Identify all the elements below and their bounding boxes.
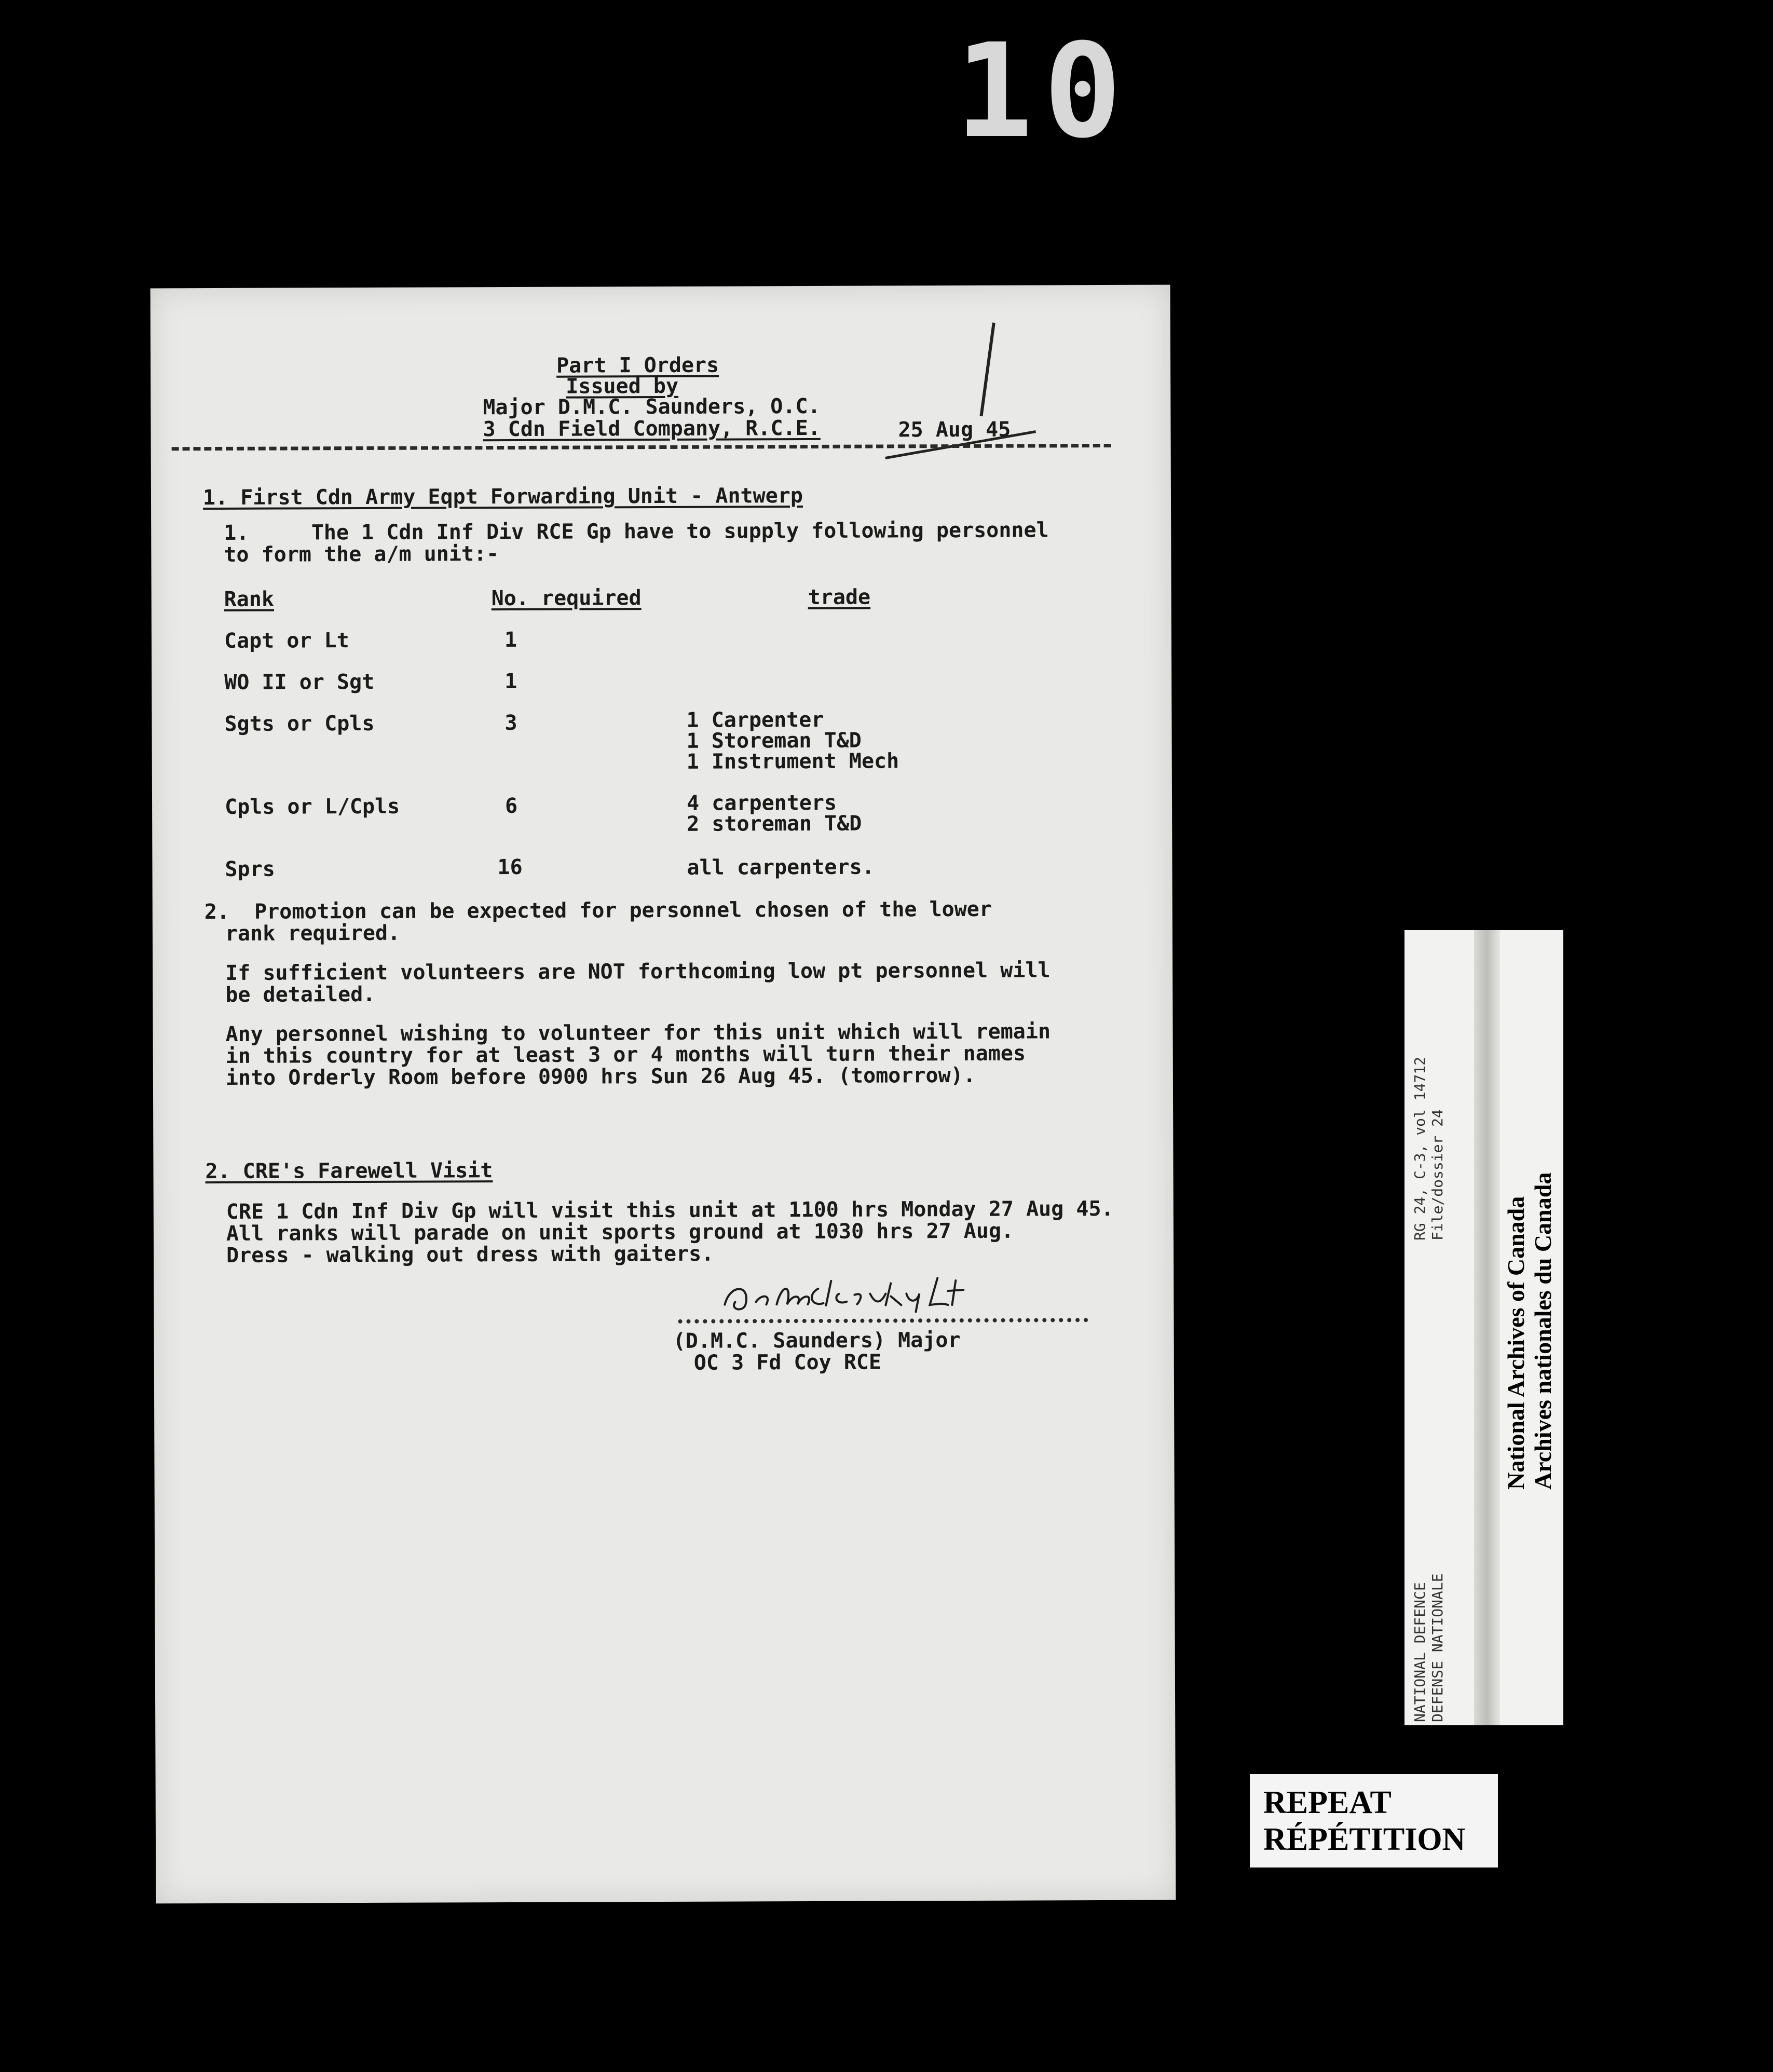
orders-title: Part I Orders (556, 353, 719, 378)
section2-line2: All ranks will parade on unit sports ground at 1030 hrs 27 Aug. (226, 1219, 1014, 1246)
signatory-name: (D.M.C. Saunders) Major (673, 1328, 961, 1353)
order-date: 25 Aug 45 (898, 417, 1011, 442)
unit-name: 3 Cdn Field Company, R.C.E. (483, 416, 821, 442)
archive-dept-line1: NATIONAL DEFENCE (1411, 1582, 1428, 1722)
section1-para4-line3: into Orderly Room before 0900 hrs Sun 26 Aug 45. (tomorrow). (225, 1063, 976, 1090)
stamp-line1: REPEAT (1263, 1785, 1392, 1820)
table-row-rank: Capt or Lt (224, 629, 349, 653)
section1-para4-line2: in this country for at least 3 or 4 months will turn their names (225, 1041, 1026, 1068)
section1-para3-line1: If sufficient volunteers are NOT forthcoming low pt personnel will (225, 958, 1051, 985)
table-row-number: 3 (504, 711, 517, 735)
signature-line (678, 1318, 1088, 1324)
table-row-trade: 1 Storeman T&D (686, 728, 862, 753)
section2-line1: CRE 1 Cdn Inf Div Gp will visit this unit at 1100 hrs Monday 27 Aug 45. (226, 1196, 1114, 1224)
table-row-rank: Sgts or Cpls (224, 711, 375, 736)
archive-label-fold (1474, 930, 1500, 1725)
table-row-trade: 1 Instrument Mech (686, 749, 899, 774)
repeat-stamp (1250, 1774, 1498, 1867)
archives-name-fr: Archives nationales du Canada (1530, 1172, 1556, 1490)
archive-reference-line2: File/dossier 24 (1429, 1109, 1446, 1241)
table-row-rank: Sprs (225, 857, 275, 881)
archive-dept-line2: DEFENSE NATIONALE (1429, 1573, 1446, 1722)
section1-para2-line1: 2. Promotion can be expected for personnel chosen of the lower (204, 897, 992, 924)
section1-heading: 1. First Cdn Army Eqpt Forwarding Unit - Antwerp (202, 484, 803, 510)
frame-number: 10 (955, 16, 1133, 167)
table-row-trade: 2 storeman T&D (687, 811, 862, 836)
section1-para2-line2: rank required. (225, 921, 401, 946)
table-row-trade: 1 Carpenter (686, 707, 824, 732)
folio-mark-icon (880, 312, 1046, 463)
table-row-trade: all carpenters. (687, 855, 875, 880)
section1-para4-line1: Any personnel wishing to volunteer for this unit which will remain (225, 1019, 1051, 1046)
table-row-number: 1 (504, 669, 517, 694)
table-row-trade: 4 carpenters (686, 790, 837, 815)
document-page (151, 285, 1176, 1904)
section1-para3-line2: be detailed. (225, 982, 376, 1007)
table-row-number: 1 (504, 628, 517, 652)
section2-heading: 2. CRE's Farewell Visit (205, 1158, 493, 1184)
issuer-name: Major D.M.C. Saunders, O.C. (483, 394, 821, 420)
section2-line3: Dress - walking out dress with gaiters. (226, 1242, 714, 1267)
table-header-rank: Rank (224, 587, 275, 611)
handwritten-signature (719, 1273, 1010, 1315)
issued-by: Issued by (566, 374, 679, 399)
table-row-rank: Cpls or L/Cpls (224, 794, 400, 819)
section1-para1-line1: 1. The 1 Cdn Inf Div RCE Gp have to supply following personnel (224, 518, 1049, 545)
table-header-number: No. required (491, 586, 642, 611)
table-row-number: 16 (497, 855, 523, 880)
stamp-line2: RÉPÉTITION (1263, 1822, 1466, 1858)
archives-name-en: National Archives of Canada (1503, 1196, 1529, 1490)
signature-icon (719, 1273, 1010, 1315)
table-header-trade: trade (808, 585, 871, 610)
table-row-rank: WO II or Sgt (224, 670, 375, 694)
signatory-title: OC 3 Fd Coy RCE (693, 1350, 882, 1375)
table-row-number: 6 (504, 794, 518, 819)
section1-para1-line2: to form the a/m unit:- (224, 542, 499, 567)
archive-reference-line1: RG 24, C-3, vol 14712 (1411, 1056, 1428, 1241)
